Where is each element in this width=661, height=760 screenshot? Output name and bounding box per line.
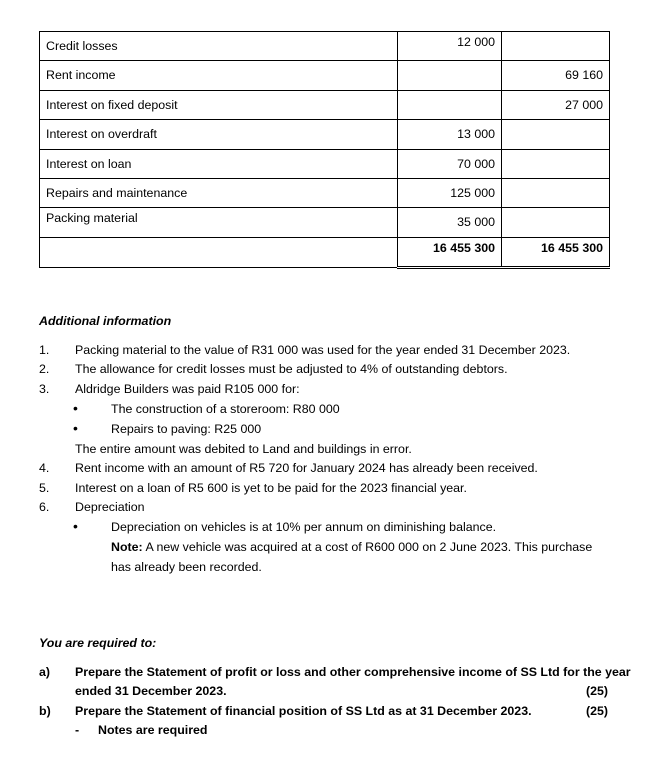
item-text: Packing material to the value of R31 000 was used for the year ended 31 December 2023. — [75, 343, 571, 357]
bullet-icon: • — [73, 518, 78, 534]
note-label: Note: — [111, 540, 143, 554]
row-credit — [502, 120, 610, 149]
bullet-icon: • — [73, 400, 78, 416]
item-continuation: The entire amount was debited to Land and buildings in error. — [75, 442, 412, 456]
row-credit: 27 000 — [502, 90, 610, 119]
table-row — [40, 120, 610, 149]
row-credit — [502, 208, 610, 237]
item-text: Rent income with an amount of R5 720 for January 2024 has already been received. — [75, 461, 538, 475]
table-row — [40, 178, 610, 207]
row-description: Interest on loan — [40, 149, 398, 178]
row-description: Repairs and maintenance — [40, 178, 398, 207]
row-credit: 69 160 — [502, 61, 610, 90]
part-a-label: a) — [39, 665, 51, 679]
row-debit: 125 000 — [398, 178, 502, 207]
bullet-icon: • — [73, 420, 78, 436]
row-description: Credit losses — [40, 32, 398, 61]
row-debit — [398, 90, 502, 119]
item-text: Depreciation — [75, 500, 145, 514]
table-row — [40, 90, 610, 119]
required-heading: You are required to: — [39, 636, 157, 650]
bullet-text: The construction of a storeroom: R80 000 — [111, 402, 340, 416]
bullet-text: Depreciation on vehicles is at 10% per annum on diminishing balance. — [111, 520, 497, 534]
table-row — [40, 208, 610, 237]
part-b-marks: (25) — [585, 704, 608, 718]
row-credit — [502, 149, 610, 178]
part-b-label: b) — [39, 704, 51, 718]
note-line — [111, 540, 592, 554]
note-text: A new vehicle was acquired at a cost of R600 000 on 2 June 2023. This purchase — [145, 540, 593, 554]
item-text: Interest on a loan of R5 600 is yet to be paid for the 2023 financial year. — [75, 481, 467, 495]
item-number: 1. — [39, 343, 50, 357]
total-credit: 16 455 300 — [502, 237, 610, 267]
row-debit: 35 000 — [398, 208, 502, 237]
item-number: 3. — [39, 382, 50, 396]
row-debit: 12 000 — [398, 32, 502, 61]
note-text-continued: has already been recorded. — [111, 560, 262, 574]
total-row — [40, 237, 610, 267]
bullet-text: Repairs to paving: R25 000 — [111, 422, 262, 436]
row-description: Interest on overdraft — [40, 120, 398, 149]
table-row — [40, 149, 610, 178]
additional-info-heading: Additional information — [39, 314, 172, 328]
trial-balance-table — [39, 31, 610, 269]
row-description: Interest on fixed deposit — [40, 90, 398, 119]
table-row — [40, 32, 610, 61]
row-credit — [502, 178, 610, 207]
table-row — [40, 61, 610, 90]
row-description: Rent income — [40, 61, 398, 90]
item-text: The allowance for credit losses must be adjusted to 4% of outstanding debtors. — [75, 362, 508, 376]
item-number: 4. — [39, 461, 50, 475]
row-credit — [502, 32, 610, 61]
part-b-line1: Prepare the Statement of financial position of SS Ltd as at 31 December 2023. — [75, 704, 532, 718]
part-a-line1: Prepare the Statement of profit or loss and other comprehensive income of SS Ltd for the year — [75, 665, 631, 679]
part-b-sub-dash: - — [75, 723, 80, 737]
row-description: Packing material — [40, 208, 398, 237]
part-a-line2: ended 31 December 2023. — [75, 684, 227, 698]
item-number: 6. — [39, 500, 50, 514]
total-description — [40, 237, 398, 267]
part-b-sub: Notes are required — [98, 723, 208, 737]
total-debit: 16 455 300 — [398, 237, 502, 267]
item-number: 2. — [39, 362, 50, 376]
row-debit: 70 000 — [398, 149, 502, 178]
row-debit — [398, 61, 502, 90]
part-a-marks: (25) — [585, 684, 608, 698]
item-text: Aldridge Builders was paid R105 000 for: — [75, 382, 300, 396]
row-debit: 13 000 — [398, 120, 502, 149]
item-number: 5. — [39, 481, 50, 495]
